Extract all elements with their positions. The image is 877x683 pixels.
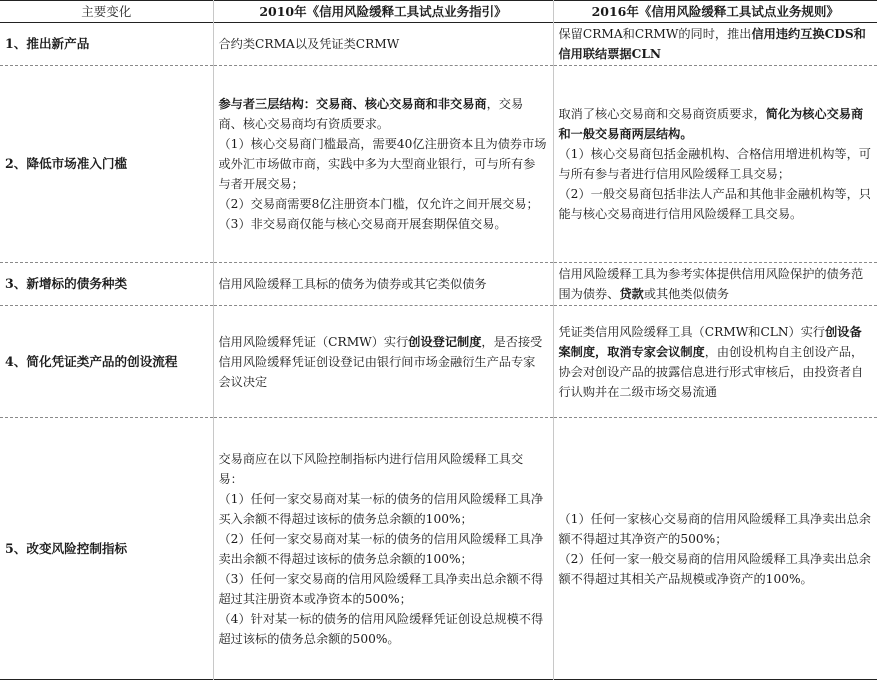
- cell-text: （1）核心交易商门槛最高，需要40亿注册资本且为债券市场或外汇市场做市商，实践中多为大型商业银行，可与所有参与者开展交易；: [218, 137, 547, 191]
- cell-text: 保留CRMA和CRMW的同时，推出: [558, 27, 752, 41]
- new-rule-cell: [553, 23, 877, 66]
- header-2010-guideline: 2010年《信用风险缓释工具试点业务指引》: [213, 1, 553, 23]
- table-row: [0, 263, 877, 306]
- table-row: [0, 306, 877, 418]
- cell-text: 信用风险缓释凭证（CRMW）实行: [218, 334, 409, 349]
- cell-text: ，交易商、核心交易商均有资质要求。: [218, 97, 524, 131]
- cell-text: （1）任何一家核心交易商的信用风险缓释工具净卖出总余额不得超过其净资产的500%；: [558, 511, 871, 546]
- cell-text: （2）任何一家一般交易商的信用风险缓释工具净卖出总余额不得超过其相关产品规模或净资产的100%。: [558, 551, 871, 586]
- cell-text: （3）非交易商仅能与核心交易商开展套期保值交易。: [218, 217, 507, 231]
- cell-text: （4）针对某一标的债务的信用风险缓释凭证创设总规模不得超过该标的债务总余额的500%。: [218, 611, 544, 646]
- cell-emphasis: 信用违约互换CDS和信用联结票据CLN: [558, 27, 866, 61]
- row-label: 2、降低市场准入门槛: [5, 156, 128, 171]
- new-rule-cell: [553, 306, 877, 418]
- cell-text: ，是否接受信用风险缓释凭证创设登记由银行间市场金融衍生产品专家会议决定: [218, 334, 543, 389]
- cell-text: 合约类CRMA以及凭证类CRMW: [218, 37, 400, 51]
- cell-text: 信用风险缓释工具标的债务为债券或其它类似债务: [218, 277, 487, 291]
- cell-text: （2）一般交易商包括非法人产品和其他非金融机构等，只能与核心交易商进行信用风险缓释工具交易。: [558, 187, 871, 221]
- row-label: 1、推出新产品: [5, 36, 90, 51]
- table-row: [0, 66, 877, 263]
- cell-text: 取消了核心交易商和交易商资质要求，: [558, 107, 766, 121]
- table-header-row: [0, 1, 877, 23]
- old-rule-cell: [213, 263, 553, 306]
- new-rule-cell: [553, 66, 877, 263]
- cell-emphasis: 参与者三层结构：交易商、核心交易商和非交易商: [218, 97, 487, 111]
- row-label: 5、改变风险控制指标: [5, 540, 128, 556]
- row-label: 4、简化凭证类产品的创设流程: [5, 353, 178, 369]
- cell-text: 交易商应在以下风险控制指标内进行信用风险缓释工具交易：: [218, 451, 524, 486]
- cell-text: 凭证类信用风险缓释工具（CRMW和CLN）实行: [558, 324, 826, 339]
- cell-emphasis: 创设备案制度，取消专家会议制度: [558, 324, 862, 359]
- cell-text: （1）任何一家交易商对某一标的债务的信用风险缓释工具净买入余额不得超过该标的债务总余额的100%；: [218, 491, 544, 526]
- table-row: [0, 23, 877, 66]
- old-rule-cell: [213, 66, 553, 263]
- old-rule-cell: [213, 23, 553, 66]
- row-label: 3、新增标的债务种类: [5, 276, 128, 291]
- cell-text: 或其他类似债务: [643, 287, 730, 301]
- old-rule-cell: [213, 306, 553, 418]
- cell-text: （1）核心交易商包括金融机构、合格信用增进机构等，可与所有参与者进行信用风险缓释工具交易；: [558, 147, 871, 181]
- old-rule-cell: [213, 418, 553, 680]
- cell-emphasis: 简化为核心交易商和一般交易商两层结构。: [558, 107, 864, 141]
- cell-text: ，由创设机构自主创设产品，协会对创设产品的披露信息进行形式审核后，由投资者自行认购并在二级市场交易流通: [558, 344, 864, 399]
- new-rule-cell: [553, 263, 877, 306]
- header-main-change: 主要变化: [81, 3, 132, 19]
- table-row: [0, 418, 877, 680]
- cell-text: 信用风险缓释工具为参考实体提供信用风险保护的债务范围为债券、: [558, 267, 864, 301]
- cell-emphasis: 贷款: [619, 287, 644, 301]
- new-rule-cell: [553, 418, 877, 680]
- header-2016-rules: 2016年《信用风险缓释工具试点业务规则》: [553, 1, 877, 23]
- cell-text: （3）任何一家交易商的信用风险缓释工具净卖出总余额不得超过其注册资本或净资本的500%；: [218, 571, 544, 606]
- cell-text: （2）交易商需要8亿注册资本门槛，仅允许之间开展交易；: [218, 197, 539, 211]
- cell-text: （2）任何一家交易商对某一标的债务的信用风险缓释工具净卖出余额不得超过该标的债务总余额的100%；: [218, 531, 544, 566]
- cell-emphasis: 创设登记制度: [408, 334, 482, 349]
